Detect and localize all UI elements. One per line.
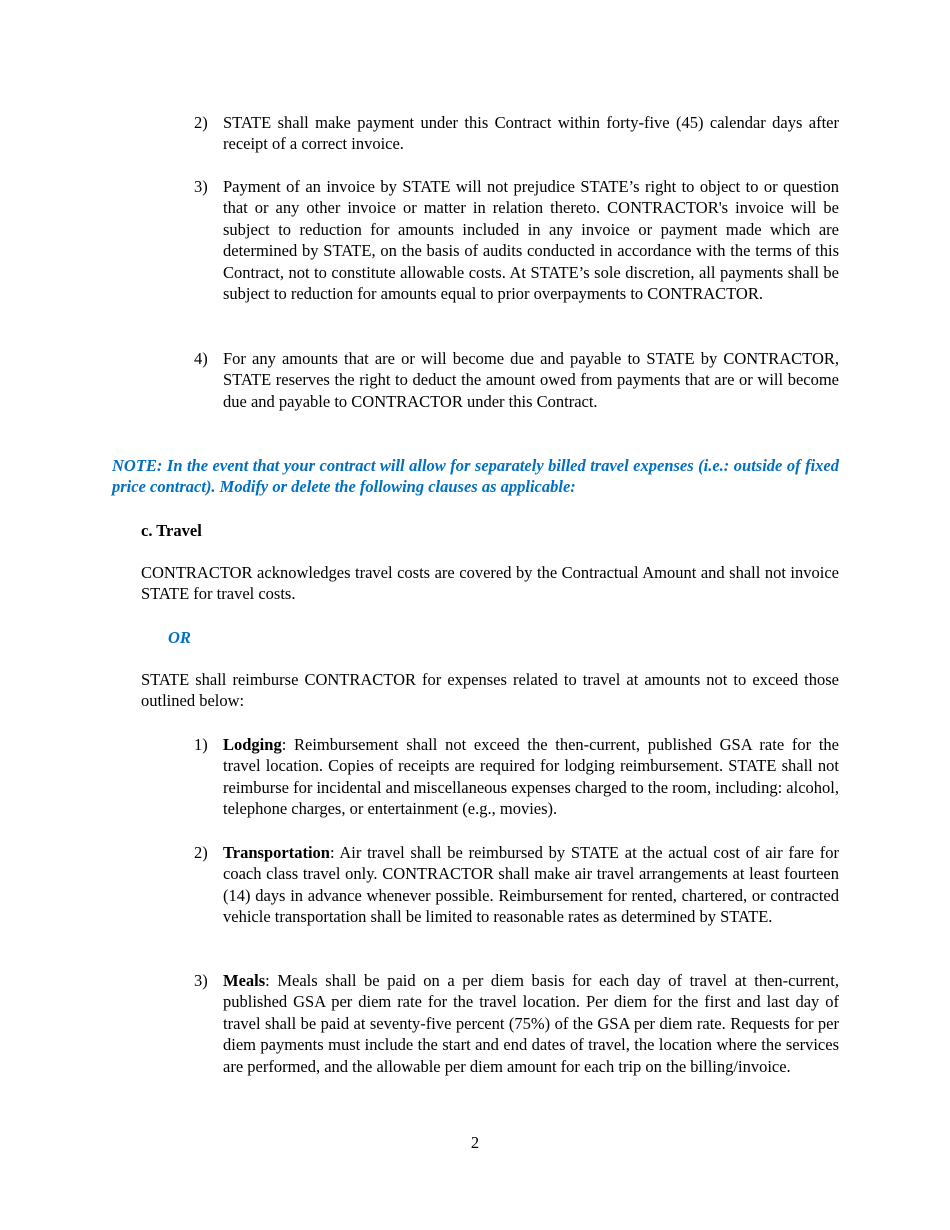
travel-item-lodging <box>194 734 839 820</box>
payment-item-2 <box>194 112 839 155</box>
list-number: 3) <box>194 177 208 196</box>
travel-covered-paragraph: CONTRACTOR acknowledges travel costs are covered by the Contractual Amount and shall not invoice STATE for travel costs. <box>141 563 839 604</box>
list-item-text: STATE shall make payment under this Contract within forty-five (45) calendar days after receipt of a correct invoice. <box>223 113 839 154</box>
travel-item-meals <box>194 970 839 1077</box>
list-number: 1) <box>194 735 208 754</box>
term-label: Transportation <box>223 843 330 862</box>
or-label: OR <box>168 628 191 647</box>
term-description: : Meals shall be paid on a per diem basis for each day of travel at then-current, published GSA per diem rate for the travel location. Per diem for the first and last day of travel shall be paid at seventy-five percent (75%) of the GSA per diem rate. Requests for per diem payments must include the start and end dates of travel, the location where the services are performed, and the allowable per diem amount for each trip on the billing/invoice. <box>223 971 839 1076</box>
section-heading-travel: c. Travel <box>141 521 202 540</box>
list-number: 4) <box>194 349 208 368</box>
payment-item-4 <box>194 348 839 412</box>
term-description: : Reimbursement shall not exceed the then-current, published GSA rate for the travel location. Copies of receipts are required for lodging reimbursement. STATE shall not reimburse for incidental and miscellaneous expenses charged to the room, including: alcohol, telephone charges, or entertainment (e.g., movies). <box>223 735 839 819</box>
list-number: 2) <box>194 843 208 862</box>
list-number: 2) <box>194 113 208 132</box>
term-label: Meals <box>223 971 266 990</box>
list-item-text: For any amounts that are or will become due and payable to STATE by CONTRACTOR, STATE reserves the right to deduct the amount owed from payments that are or will become due and payable to CONTRACTOR under this Contract. <box>223 349 839 411</box>
payment-item-3 <box>194 176 839 304</box>
note-instruction: NOTE: In the event that your contract will allow for separately billed travel expenses (i.e.: outside of fixed price contract). Modify or delete the following clauses as applicable: <box>112 456 839 497</box>
travel-reimburse-paragraph: STATE shall reimburse CONTRACTOR for expenses related to travel at amounts not to exceed those outlined below: <box>141 670 839 711</box>
list-item-text: Payment of an invoice by STATE will not prejudice STATE’s right to object to or question that or any other invoice or matter in relation thereto. CONTRACTOR's invoice will be subject to reduction for amounts included in any invoice or payment made which are determined by STATE, on the basis of audits conducted in accordance with the terms of this Contract, not to constitute allowable costs. At STATE’s sole discretion, all payments shall be subject to reduction for amounts equal to prior overpayments to CONTRACTOR. <box>223 177 839 304</box>
list-item-text <box>223 970 839 1077</box>
travel-item-transportation <box>194 842 839 928</box>
term-description: : Air travel shall be reimbursed by STATE at the actual cost of air fare for coach class travel only. CONTRACTOR shall make air travel arrangements at least fourteen (14) days in advance whenever possible. Reimbursement for rented, chartered, or contracted vehicle transportation shall be limited to reasonable rates as determined by STATE. <box>223 843 839 927</box>
list-item-text <box>223 734 839 820</box>
page-number: 2 <box>470 1133 480 1152</box>
list-item-text <box>223 842 839 928</box>
list-number: 3) <box>194 971 208 990</box>
term-label: Lodging <box>223 735 282 754</box>
